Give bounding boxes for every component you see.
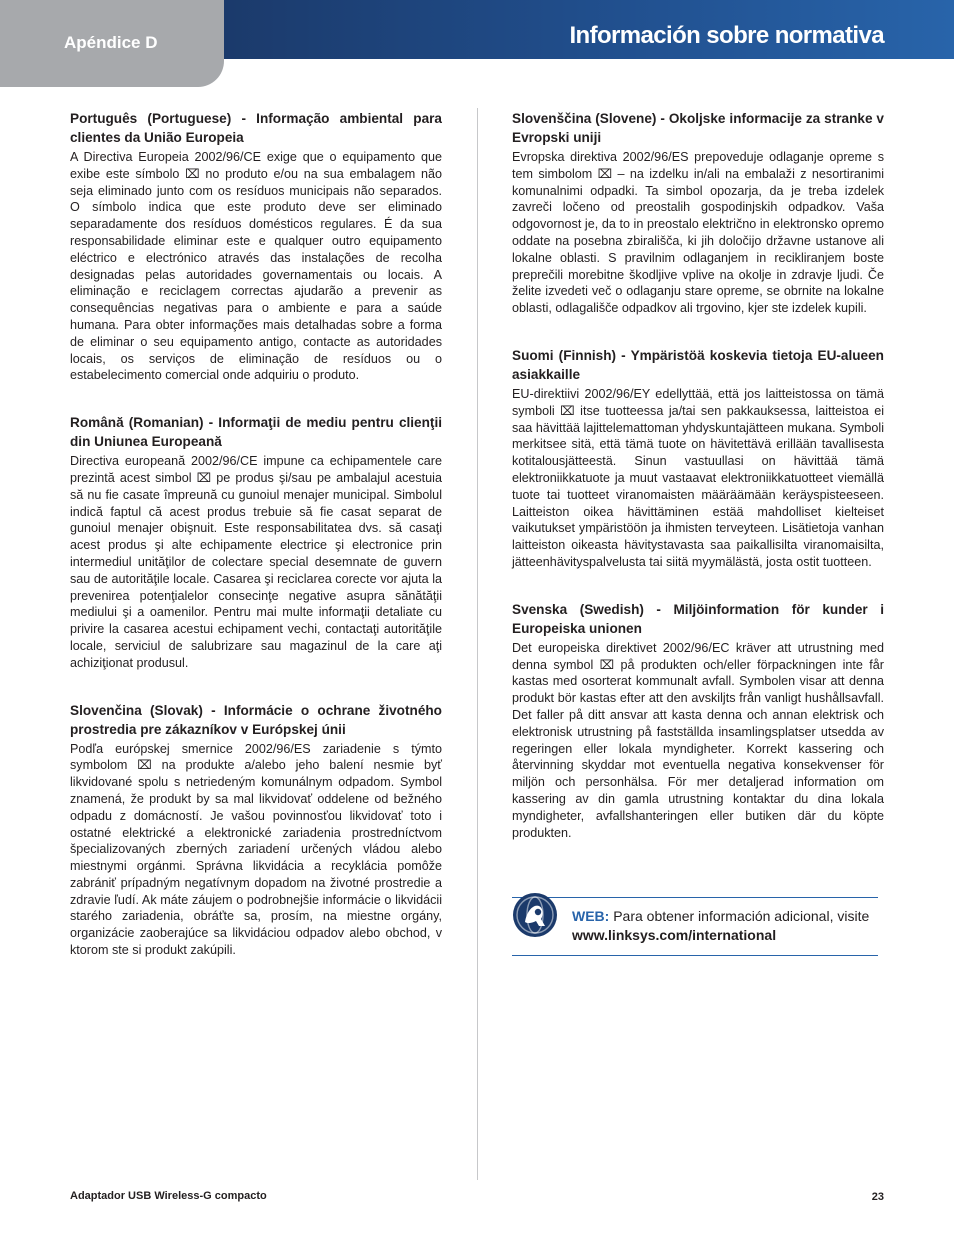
appendix-tab [0, 0, 224, 87]
section-slovene [512, 109, 884, 317]
section-heading: Português (Portuguese) - Informação ambiental para clientes da União Europeia [70, 111, 442, 145]
section-body: Directiva europeană 2002/96/CE impune ca echipamentele care prezintă acest simbol ⌧ pe produs şi/sau pe ambalajul acestuia să nu fie casate împreună cu gunoiul menajer municipal. Simbolul indică faptul că acest produs trebuie să fie casat separat de gunoiul menajer obişnuit. Este responsabilitatea dvs. să casaţi acest produs şi alte echipamente electrice şi electronice prin intermediul unităţilor de colectare special desemnate de guvern sau de autorităţile locale. Casarea şi reciclarea corecte vor ajuta la prevenirea potenţialelor consecinţe negative asupra sănătăţii mediului şi a oamenilor. Pentru mai multe informaţii detaliate cu privire la casarea acestui echipament vechi, contactaţi autorităţile locale, serviciul de salubrizare sau magazinul de la care aţi achiziţionat produsul. [70, 454, 442, 670]
section-body: A Directiva Europeia 2002/96/CE exige que o equipamento que exibe este símbolo ⌧ no produto e/ou na sua embalagem não seja eliminado junto com os resíduos municipais não separados. O símbolo indica que este produto deve ser eliminado separadamente dos resíduos domésticos regulares. É da sua responsabilidade eliminar este e qualquer outro equipamento eléctrico e electrónico através das instalações de recolha designadas pelas autoridades governamentais ou locais. A eliminação e reciclagem correctas ajudarão a prevenir as consequências negativas para o ambiente e para a saúde humana. Para obter informações mais detalhadas sobre a forma de eliminar o seu equipamento antigo, contacte as autoridades locais, os serviços de eliminação de resíduos ou o estabelecimento comercial onde adquiriu o produto. [70, 150, 442, 383]
left-column [70, 109, 442, 988]
section-heading: Slovenščina (Slovene) - Okoljske informacije za stranke v Evropski uniji [512, 111, 884, 145]
section-heading: Suomi (Finnish) - Ympäristöä koskevia tietoja EU-alueen asiakkaille [512, 347, 884, 382]
appendix-label: Apéndice D [64, 33, 158, 52]
footer-page-number: 23 [871, 1191, 884, 1203]
web-label: WEB: [572, 908, 610, 924]
section-body: EU-direktiivi 2002/96/EY edellyttää, että jos laitteistossa on tämä symboli ⌧ itse tuotteessa ja/tai sen pakkauksessa, laitteistoa ei saa hävittää lajittelemattoman yhdyskuntajätteen mukana. Symboli merkitsee sitä, että tämä tuote on hävitettävä erillään tavallisesta kotitalousjätteestä. Sinun vastuullasi on hävittää tämä elektroniikkatuote ja muut vastaavat elektroniikkatuotteet viemällä tuote tai tuotteet viranomaisten määräämään keräyspisteeseen. Laitteiston oikea hävittäminen estää mahdolliset kielteiset vaikutukset ympäristöön ja ihmisten terveyteen. Lisätietoja vanhan laitteiston oikeasta hävitystavasta saa paikallisilta viranomaisilta, jätteenhävityspalvelusta tai siitä myymälästä, josta ostit tuotteen. [512, 386, 884, 569]
section-heading: Svenska (Swedish) - Miljöinformation för kunder i Europeiska unionen [512, 601, 884, 636]
web-note-text [572, 907, 869, 945]
right-column [512, 109, 884, 870]
section-body: Podľa európskej smernice 2002/96/ES zariadenie s týmto symbolom ⌧ na produkte a/alebo jeho balení nesmie byť likvidované spolu s netriedeným komunálnym odpadom. Symbol znamená, že produkt by sa mal likvidovať oddelene od bežného odpadu z domácností. Je vašou povinnosťou likvidovať toto i ostatné elektrické a elektronické zariadenia prostredníctvom špecializovaných zberných zariadení určených vládou alebo miestnymi orgánmi. Správna likvidácia a recyklácia pomôže zabrániť prípadným negatívnym dopadom na životné prostredie a zdravie ľudí. Ak máte záujem o podrobnejšie informácie o likvidácii starého zariadenia, obráťte sa, prosím, na miestne orgány, organizácie zaoberajúce sa likvidáciou odpadov alebo obchod, v ktorom ste si produkt zakúpili. [70, 741, 442, 958]
page-title: Información sobre normativa [569, 22, 884, 49]
section-slovak [70, 701, 442, 959]
globe-icon [512, 892, 558, 938]
web-note [512, 897, 878, 956]
section-romanian [70, 413, 442, 671]
web-url-link[interactable]: www.linksys.com/international [572, 927, 777, 943]
section-body: Det europeiska direktivet 2002/96/EC kräver att utrustning med denna symbol ⌧ på produkten och/eller förpackningen inte får kastas med osorterat kommunalt avfall. Symbolen visar att denna produkt bör kastas efter att den avskiljts från vanligt hushållsavfall. Det faller på ditt ansvar att kasta denna och annan elektrisk och elektronisk utrustning på fastställda insamlingsplatser utsedda av regeringen eller lokala myndigheter. Korrekt kassering och återvinning skyddar mot eventuella negativa konsekvenser för miljön och personhälsa. För mer detaljerad information om kassering av din gamla utrustning kontaktar du dina lokala myndigheter, avfallshanteringen eller butiken där du köpte produkten. [512, 640, 884, 840]
section-portuguese [70, 109, 442, 384]
column-divider [477, 108, 478, 1180]
web-description: Para obtener información adicional, visite [609, 908, 870, 924]
footer-product-name: Adaptador USB Wireless-G compacto [70, 1190, 267, 1202]
section-swedish [512, 600, 884, 842]
section-body: Evropska direktiva 2002/96/ES prepoveduje odlaganje opreme s tem simbolom ⌧ – na izdelku in/ali na embalaži z nesortiranimi komunalnimi odpadki. Ta simbol opozarja, da je treba izdelek zavreči ločeno od preostalih gospodinjskih odpadkov. Vaša odgovornost je, da to in preostalo električno in elektronsko opremo oddate na posebna zbirališča, ki jih določijo državne ustanove ali lokalne oblasti. S pravilnim odlaganjem in recikliranjem boste preprečili morebitne škodljive vplive na okolje in zdravje ljudi. Če želite izvedeti več o odlaganju stare opreme, se obrnite na lokalne oblasti, odlagališče odpadkov ali trgovino, kjer ste izdelek kupili. [512, 150, 884, 316]
header-bar [224, 0, 954, 59]
section-heading: Slovenčina (Slovak) - Informácie o ochrane životného prostredia pre zákazníkov v Európskej únii [70, 702, 442, 737]
section-finnish [512, 346, 884, 571]
section-heading: Română (Romanian) - Informaţii de mediu pentru clienţii din Uniunea Europeană [70, 415, 442, 450]
